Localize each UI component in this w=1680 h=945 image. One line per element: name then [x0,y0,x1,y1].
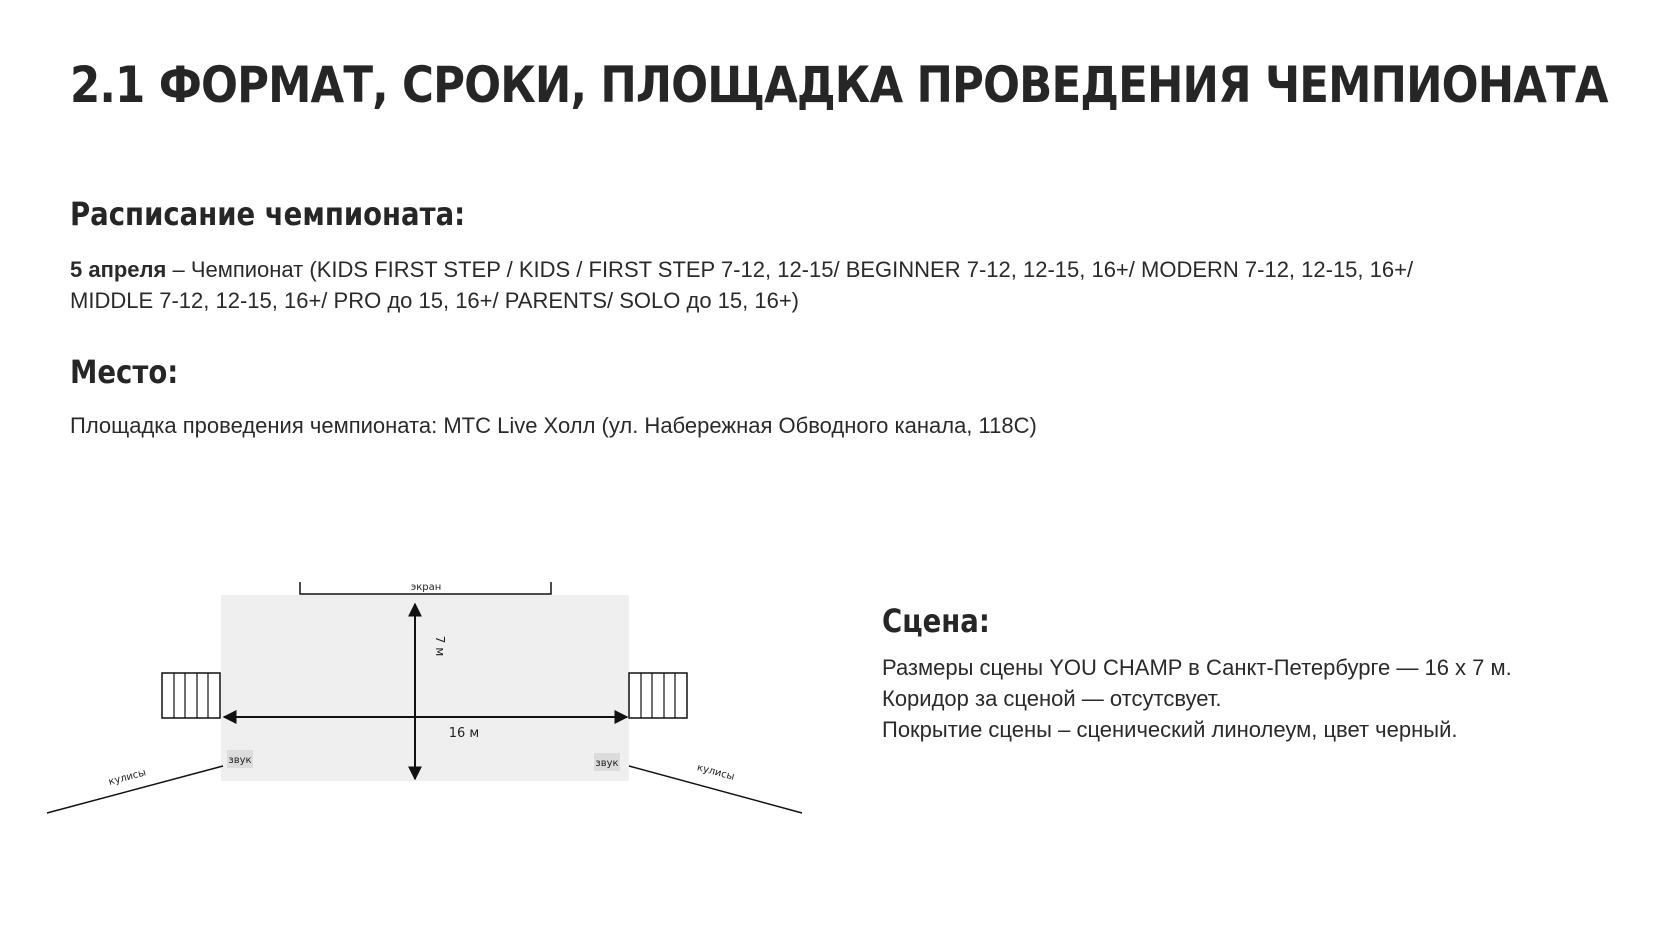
schedule-heading: Расписание чемпионата: [70,195,466,233]
depth-label: 7 м [433,635,447,657]
stage-line: Покрытие сцены – сценический линолеум, цвет черный. [882,717,1458,742]
stage-line: Коридор за сценой — отсутсвует. [882,686,1222,711]
schedule-text [70,254,1510,316]
venue-text: Площадка проведения чемпионата: МТС Live Холл (ул. Набережная Обводного канала, 118С) [70,413,1037,438]
stage-heading: Сцена: [882,602,990,640]
stage-area [221,595,629,781]
screen-label: экран [410,582,442,593]
right-stairs [629,673,687,718]
schedule-date: 5 апреля [70,257,167,282]
stage-diagram [40,570,810,830]
stage-line: Размеры сцены YOU CHAMP в Санкт-Петербурге — 16 х 7 м. [882,655,1512,680]
width-label: 16 м [448,726,480,741]
wings-right-label: кулисы [695,762,736,783]
left-stairs [162,673,220,718]
venue-heading: Место: [70,353,179,391]
wings-left-label: кулисы [107,767,148,788]
sound-left-label: звук [228,755,252,766]
page-title: 2.1 ФОРМАТ, СРОКИ, ПЛОЩАДКА ПРОВЕДЕНИЯ ЧЕМПИОНАТА [70,56,1608,114]
schedule-line-1: – Чемпионат (KIDS FIRST STEP / KIDS / FIRST STEP 7-12, 12-15/ BEGINNER 7-12, 12-15, 16+/ MODERN 7-12, 12-15, 16+/ [166,257,1414,282]
schedule-line-2: MIDDLE 7-12, 12-15, 16+/ PRO до 15, 16+/ PARENTS/ SOLO до 15, 16+) [70,288,800,313]
stage-description [882,652,1512,745]
sound-right-label: звук [595,758,619,769]
